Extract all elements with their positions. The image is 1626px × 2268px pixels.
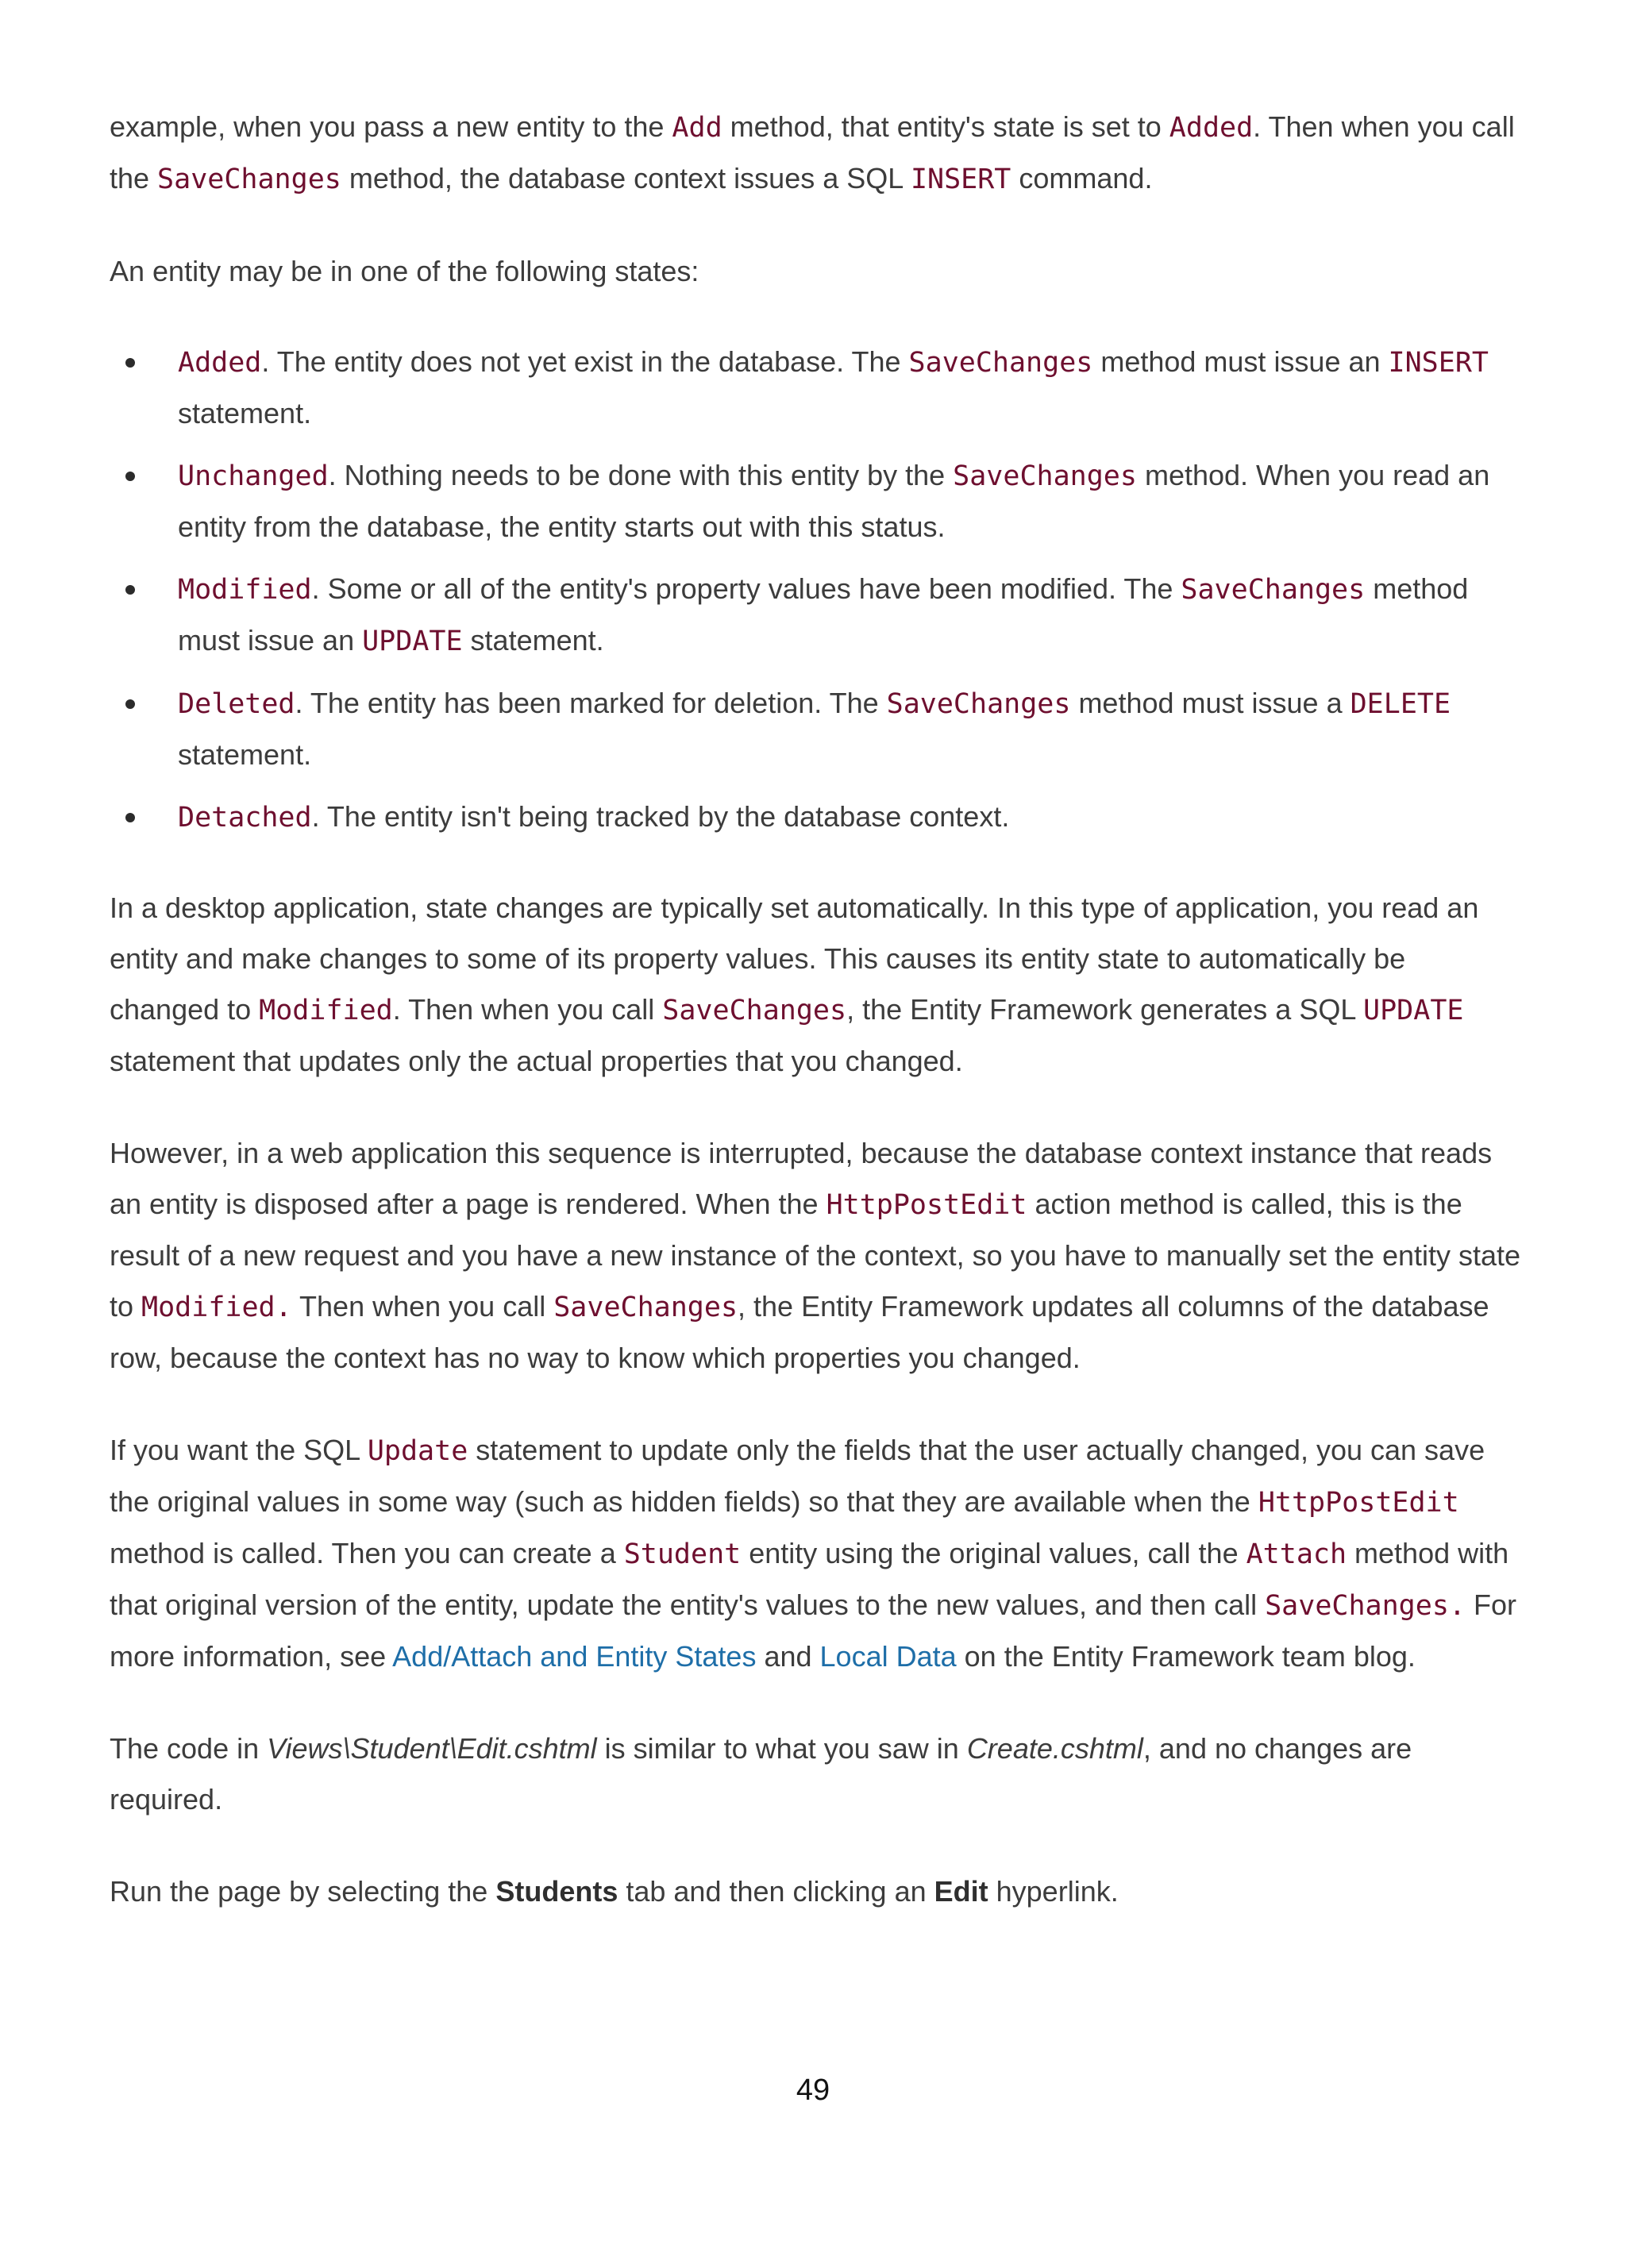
document-body <box>110 102 1523 1917</box>
state-name: Added <box>178 347 262 379</box>
code-savechanges: SaveChanges <box>157 164 341 195</box>
bullet-icon <box>125 358 135 368</box>
bullet-icon <box>125 472 135 481</box>
bullet-icon <box>125 699 135 709</box>
list-item: Detached. The entity isn't being tracked by the database context. <box>110 791 1523 843</box>
file-path: Views\Student\Edit.cshtml <box>267 1732 597 1765</box>
list-item: Modified. Some or all of the entity's property values have been modified. The SaveChanges method must issue an UPDATE statement. <box>110 564 1523 667</box>
list-item: Unchanged. Nothing needs to be done with this entity by the SaveChanges method. When you read an entity from the database, the entity starts out with this status. <box>110 450 1523 553</box>
paragraph-states-lead: An entity may be in one of the following states: <box>110 255 699 287</box>
paragraph-desktop-application: In a desktop application, state changes are typically set automatically. In this type of application, you read an entity and make changes to some of its property values. This causes its entity state to automatically be changed to Modified. Then when you call SaveChanges, the Entity Framework generates a SQL UPDATE statement that updates only the actual properties that you changed. <box>110 891 1479 1077</box>
page-number: 49 <box>796 2074 830 2107</box>
paragraph-edit-view: The code in Views\Student\Edit.cshtml is similar to what you saw in Create.cshtml, and no changes are required. <box>110 1732 1412 1816</box>
file-name: Create.cshtml <box>966 1732 1143 1765</box>
state-name: Deleted <box>178 688 295 720</box>
code-added: Added <box>1169 112 1254 144</box>
paragraph-entity-state-intro: example, when you pass a new entity to the Add method, that entity's state is set to Added. Then when you call the SaveChanges method, the database context issues a SQL INSERT command. <box>110 110 1515 195</box>
list-item: Deleted. The entity has been marked for deletion. The SaveChanges method must issue a DELETE statement. <box>110 678 1523 780</box>
code-add: Add <box>672 112 722 144</box>
state-name: Detached <box>178 802 312 834</box>
paragraph-run-page: Run the page by selecting the Students tab and then clicking an Edit hyperlink. <box>110 1875 1119 1908</box>
paragraph-sql-update: If you want the SQL Update statement to update only the fields that the user actually changed, you can save the original values in some way (such as hidden fields) so that they are available when the HttpPostEdit method is called. Then you can create a Student entity using the original values, call the Attach method with that original version of the entity, update the entity's values to the new values, and then call SaveChanges. For more information, see Add/Attach and Entity States and Local Data on the Entity Framework team blog. <box>110 1434 1516 1673</box>
code-insert: INSERT <box>910 164 1011 195</box>
bullet-icon <box>125 813 135 822</box>
list-item: Added. The entity does not yet exist in the database. The SaveChanges method must issue an INSERT statement. <box>110 337 1523 439</box>
entity-states-list <box>110 337 1523 843</box>
edit-link-label: Edit <box>934 1875 988 1908</box>
bullet-icon <box>125 585 135 595</box>
link-add-attach-entity-states[interactable]: Add/Attach and Entity States <box>392 1640 757 1673</box>
students-tab-label: Students <box>495 1875 618 1908</box>
paragraph-web-application: However, in a web application this sequence is interrupted, because the database context instance that reads an entity is disposed after a page is rendered. When the HttpPostEdit action method is called, this is the result of a new request and you have a new instance of the context, so you have to manually set the entity state to Modified. Then when you call SaveChanges, the Entity Framework updates all columns of the database row, because the context has no way to know which properties you changed. <box>110 1137 1521 1374</box>
link-local-data[interactable]: Local Data <box>819 1640 957 1673</box>
state-name: Modified <box>178 574 312 606</box>
state-name: Unchanged <box>178 460 329 492</box>
